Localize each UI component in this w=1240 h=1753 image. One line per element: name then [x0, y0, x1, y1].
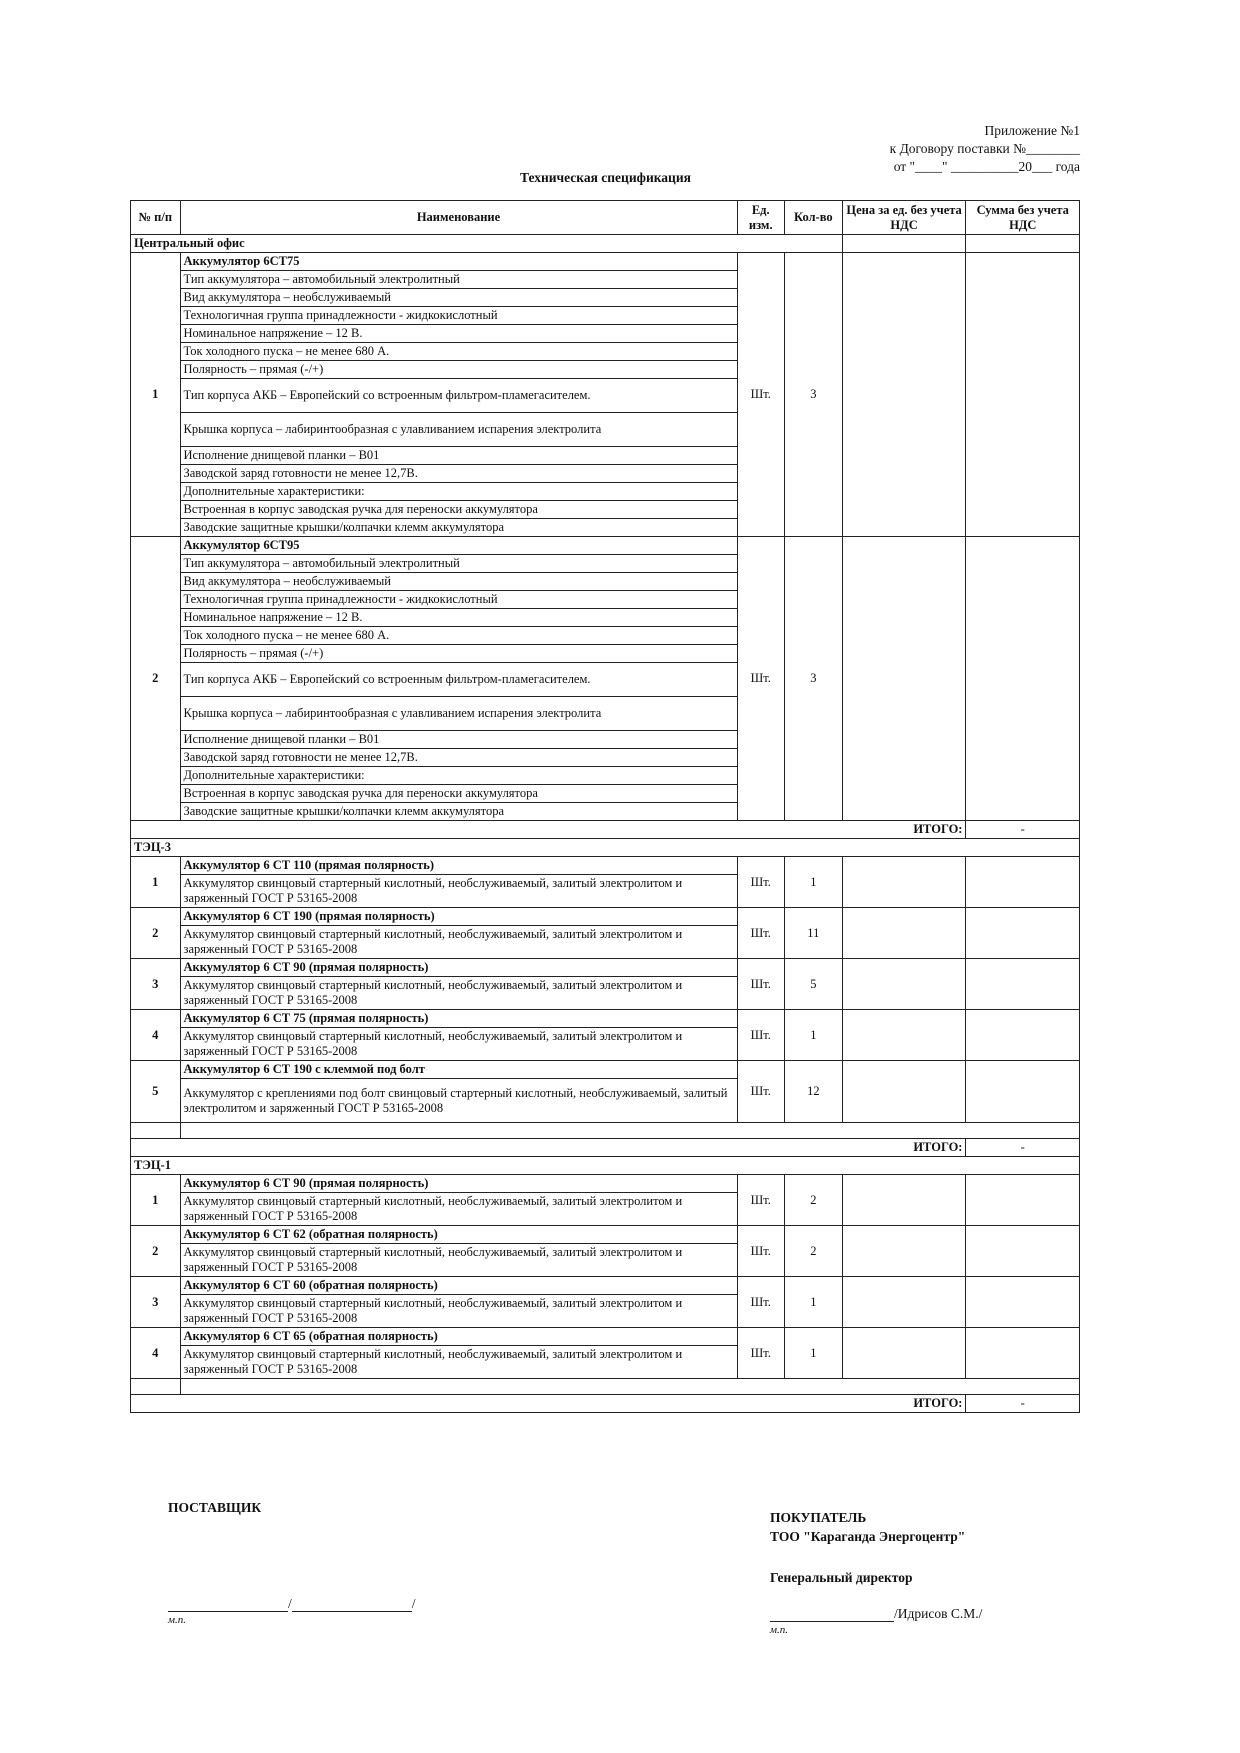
item-qty: 11: [784, 908, 842, 959]
item-sum: [966, 1175, 1080, 1226]
item-sum: [966, 1328, 1080, 1379]
buyer-name: /Идрисов С.М./: [894, 1606, 983, 1621]
item-qty: 1: [784, 1277, 842, 1328]
item-sum: [966, 1061, 1080, 1123]
appendix-header: [890, 122, 1080, 176]
spec-line: Крышка корпуса – лабиринтообразная с улавливанием испарения электролита: [180, 413, 737, 447]
total-label: ИТОГО:: [131, 1139, 966, 1157]
item-sum: [966, 253, 1080, 537]
spec-line: Встроенная в корпус заводская ручка для переноски аккумулятора: [180, 501, 737, 519]
buyer-label: ПОКУПАТЕЛЬ: [770, 1510, 867, 1525]
supplier-signature-line: [168, 1596, 416, 1612]
spec-line: Встроенная в корпус заводская ручка для переноски аккумулятора: [180, 785, 737, 803]
spec-line: Исполнение днищевой планки – В01: [180, 447, 737, 465]
item-unit: Шт.: [737, 959, 784, 1010]
item-qty: 2: [784, 1226, 842, 1277]
signature-blank: [770, 1607, 894, 1622]
name-blank: [292, 1597, 412, 1612]
item-title: Аккумулятор 6 СТ 90 (прямая полярность): [180, 959, 737, 977]
item-number: 1: [131, 253, 181, 537]
item-qty: 1: [784, 857, 842, 908]
empty-cell: [131, 1123, 181, 1139]
col-header-qty: Кол-во: [784, 201, 842, 235]
item-price: [842, 857, 966, 908]
item-price: [842, 1010, 966, 1061]
item-sum: [966, 908, 1080, 959]
spec-line: Вид аккумулятора – необслуживаемый: [180, 289, 737, 307]
item-unit: Шт.: [737, 253, 784, 537]
slash: /: [411, 1596, 416, 1611]
item-title: Аккумулятор 6СТ95: [180, 537, 737, 555]
total-value: -: [966, 821, 1080, 839]
empty-cell: [180, 1379, 1080, 1395]
item-qty: 5: [784, 959, 842, 1010]
spec-line: Номинальное напряжение – 12 В.: [180, 609, 737, 627]
spec-line: Технологичная группа принадлежности - жидкокислотный: [180, 591, 737, 609]
spec-line: Ток холодного пуска – не менее 680 А.: [180, 627, 737, 645]
item-title: Аккумулятор 6 СТ 190 (прямая полярность): [180, 908, 737, 926]
item-description: Аккумулятор свинцовый стартерный кислотный, необслуживаемый, залитый электролитом и заряженный ГОСТ Р 53165-2008: [180, 1028, 737, 1061]
item-sum: [966, 1277, 1080, 1328]
total-value: -: [966, 1139, 1080, 1157]
table-row: [131, 537, 1080, 555]
item-number: 3: [131, 959, 181, 1010]
slash: /: [288, 1596, 292, 1611]
section-row: [131, 1157, 1080, 1175]
empty-cell: [180, 1123, 1080, 1139]
appendix-label: Приложение №1: [984, 123, 1080, 138]
buyer-signature-line: [770, 1606, 982, 1622]
item-price: [842, 1328, 966, 1379]
specification-table: [130, 200, 1080, 1413]
section-tec1_items: ТЭЦ-1: [131, 1157, 1080, 1175]
spec-line: Тип корпуса АКБ – Европейский со встроенным фильтром-пламегасителем.: [180, 379, 737, 413]
item-qty: 3: [784, 253, 842, 537]
col-header-name: Наименование: [180, 201, 737, 235]
col-header-price: Цена за ед. без учета НДС: [842, 201, 966, 235]
spec-line: Полярность – прямая (-/+): [180, 645, 737, 663]
total-value: -: [966, 1395, 1080, 1413]
spec-line: Исполнение днищевой планки – В01: [180, 731, 737, 749]
table-row: [131, 1226, 1080, 1244]
item-number: 1: [131, 1175, 181, 1226]
col-header-num: № п/п: [131, 201, 181, 235]
section-row: [131, 839, 1080, 857]
buyer-stamp-note: м.п.: [770, 1624, 789, 1636]
spec-line: Тип аккумулятора – автомобильный электролитный: [180, 555, 737, 573]
item-description: Аккумулятор свинцовый стартерный кислотный, необслуживаемый, залитый электролитом и заряженный ГОСТ Р 53165-2008: [180, 1244, 737, 1277]
item-description: Аккумулятор свинцовый стартерный кислотный, необслуживаемый, залитый электролитом и заряженный ГОСТ Р 53165-2008: [180, 1346, 737, 1379]
spec-line: Заводские защитные крышки/колпачки клемм аккумулятора: [180, 519, 737, 537]
item-qty: 3: [784, 537, 842, 821]
item-price: [842, 1061, 966, 1123]
item-title: Аккумулятор 6 СТ 90 (прямая полярность): [180, 1175, 737, 1193]
spec-line: Ток холодного пуска – не менее 680 А.: [180, 343, 737, 361]
empty-cell: [966, 235, 1080, 253]
item-number: 2: [131, 908, 181, 959]
spec-line: Номинальное напряжение – 12 В.: [180, 325, 737, 343]
item-description: Аккумулятор свинцовый стартерный кислотный, необслуживаемый, залитый электролитом и заряженный ГОСТ Р 53165-2008: [180, 1295, 737, 1328]
table-header-row: [131, 201, 1080, 235]
table-row: [131, 1061, 1080, 1079]
table-row: [131, 857, 1080, 875]
item-description: Аккумулятор свинцовый стартерный кислотный, необслуживаемый, залитый электролитом и заряженный ГОСТ Р 53165-2008: [180, 875, 737, 908]
item-unit: Шт.: [737, 1328, 784, 1379]
document-title: Техническая спецификация: [520, 170, 691, 185]
item-title: Аккумулятор 6 СТ 75 (прямая полярность): [180, 1010, 737, 1028]
supplier-label: ПОСТАВЩИК: [168, 1500, 262, 1515]
item-unit: Шт.: [737, 1226, 784, 1277]
section-row: [131, 235, 1080, 253]
item-qty: 1: [784, 1328, 842, 1379]
spec-line: Заводской заряд готовности не менее 12,7В.: [180, 465, 737, 483]
total-row: [131, 821, 1080, 839]
table-row: [131, 253, 1080, 271]
contract-line: к Договору поставки №________: [889, 141, 1080, 156]
date-line: от "____" __________20___ года: [893, 159, 1080, 174]
table-row: [131, 1010, 1080, 1028]
table-row: [131, 908, 1080, 926]
total-label: ИТОГО:: [131, 1395, 966, 1413]
item-number: 4: [131, 1328, 181, 1379]
item-unit: Шт.: [737, 1010, 784, 1061]
item-number: 4: [131, 1010, 181, 1061]
item-description: Аккумулятор свинцовый стартерный кислотный, необслуживаемый, залитый электролитом и заряженный ГОСТ Р 53165-2008: [180, 926, 737, 959]
item-sum: [966, 537, 1080, 821]
item-unit: Шт.: [737, 857, 784, 908]
item-sum: [966, 1010, 1080, 1061]
item-price: [842, 908, 966, 959]
item-number: 2: [131, 1226, 181, 1277]
item-qty: 12: [784, 1061, 842, 1123]
item-price: [842, 1277, 966, 1328]
item-number: 1: [131, 857, 181, 908]
item-price: [842, 537, 966, 821]
item-price: [842, 1175, 966, 1226]
total-label: ИТОГО:: [131, 821, 966, 839]
spec-line: Дополнительные характеристики:: [180, 767, 737, 785]
item-description: Аккумулятор свинцовый стартерный кислотный, необслуживаемый, залитый электролитом и заряженный ГОСТ Р 53165-2008: [180, 977, 737, 1010]
total-row: [131, 1395, 1080, 1413]
item-unit: Шт.: [737, 1277, 784, 1328]
buyer-position: Генеральный директор: [770, 1570, 913, 1585]
spec-line: Технологичная группа принадлежности - жидкокислотный: [180, 307, 737, 325]
total-row: [131, 1139, 1080, 1157]
supplier-stamp-note: м.п.: [168, 1614, 187, 1626]
table-row: [131, 959, 1080, 977]
table-body: [131, 235, 1080, 1413]
item-qty: 2: [784, 1175, 842, 1226]
item-number: 2: [131, 537, 181, 821]
item-price: [842, 959, 966, 1010]
spec-line: Полярность – прямая (-/+): [180, 361, 737, 379]
item-unit: Шт.: [737, 1175, 784, 1226]
item-price: [842, 253, 966, 537]
item-description: Аккумулятор свинцовый стартерный кислотный, необслуживаемый, залитый электролитом и заряженный ГОСТ Р 53165-2008: [180, 1193, 737, 1226]
buyer-org: ТОО "Караганда Энергоцентр": [770, 1529, 966, 1544]
table-row: [131, 1328, 1080, 1346]
empty-cell: [842, 235, 966, 253]
item-qty: 1: [784, 1010, 842, 1061]
item-sum: [966, 1226, 1080, 1277]
item-sum: [966, 857, 1080, 908]
item-title: Аккумулятор 6СТ75: [180, 253, 737, 271]
item-title: Аккумулятор 6 СТ 65 (обратная полярность): [180, 1328, 737, 1346]
spec-line: Дополнительные характеристики:: [180, 483, 737, 501]
item-number: 5: [131, 1061, 181, 1123]
spacer-row: [131, 1379, 1080, 1395]
signature-blank: [168, 1597, 288, 1612]
item-price: [842, 1226, 966, 1277]
item-unit: Шт.: [737, 1061, 784, 1123]
spec-line: Крышка корпуса – лабиринтообразная с улавливанием испарения электролита: [180, 697, 737, 731]
item-title: Аккумулятор 6 СТ 62 (обратная полярность): [180, 1226, 737, 1244]
item-title: Аккумулятор 6 СТ 60 (обратная полярность): [180, 1277, 737, 1295]
spec-line: Заводской заряд готовности не менее 12,7В.: [180, 749, 737, 767]
spec-line: Тип аккумулятора – автомобильный электролитный: [180, 271, 737, 289]
col-header-unit: Ед. изм.: [737, 201, 784, 235]
item-title: Аккумулятор 6 СТ 110 (прямая полярность): [180, 857, 737, 875]
spacer-row: [131, 1123, 1080, 1139]
item-title: Аккумулятор 6 СТ 190 с клеммой под болт: [180, 1061, 737, 1079]
section-tec3_items: ТЭЦ-3: [131, 839, 1080, 857]
spec-line: Заводские защитные крышки/колпачки клемм аккумулятора: [180, 803, 737, 821]
buyer-block: [770, 1508, 965, 1587]
empty-cell: [131, 1379, 181, 1395]
item-unit: Шт.: [737, 537, 784, 821]
item-unit: Шт.: [737, 908, 784, 959]
table-row: [131, 1277, 1080, 1295]
spec-line: Тип корпуса АКБ – Европейский со встроенным фильтром-пламегасителем.: [180, 663, 737, 697]
item-number: 3: [131, 1277, 181, 1328]
item-description: Аккумулятор с креплениями под болт свинцовый стартерный кислотный, необслуживаемый, залитый электролитом и заряженный ГОСТ Р 53165-2008: [180, 1079, 737, 1123]
item-sum: [966, 959, 1080, 1010]
section-central: Центральный офис: [131, 235, 843, 253]
spec-line: Вид аккумулятора – необслуживаемый: [180, 573, 737, 591]
table-row: [131, 1175, 1080, 1193]
col-header-sum: Сумма без учета НДС: [966, 201, 1080, 235]
